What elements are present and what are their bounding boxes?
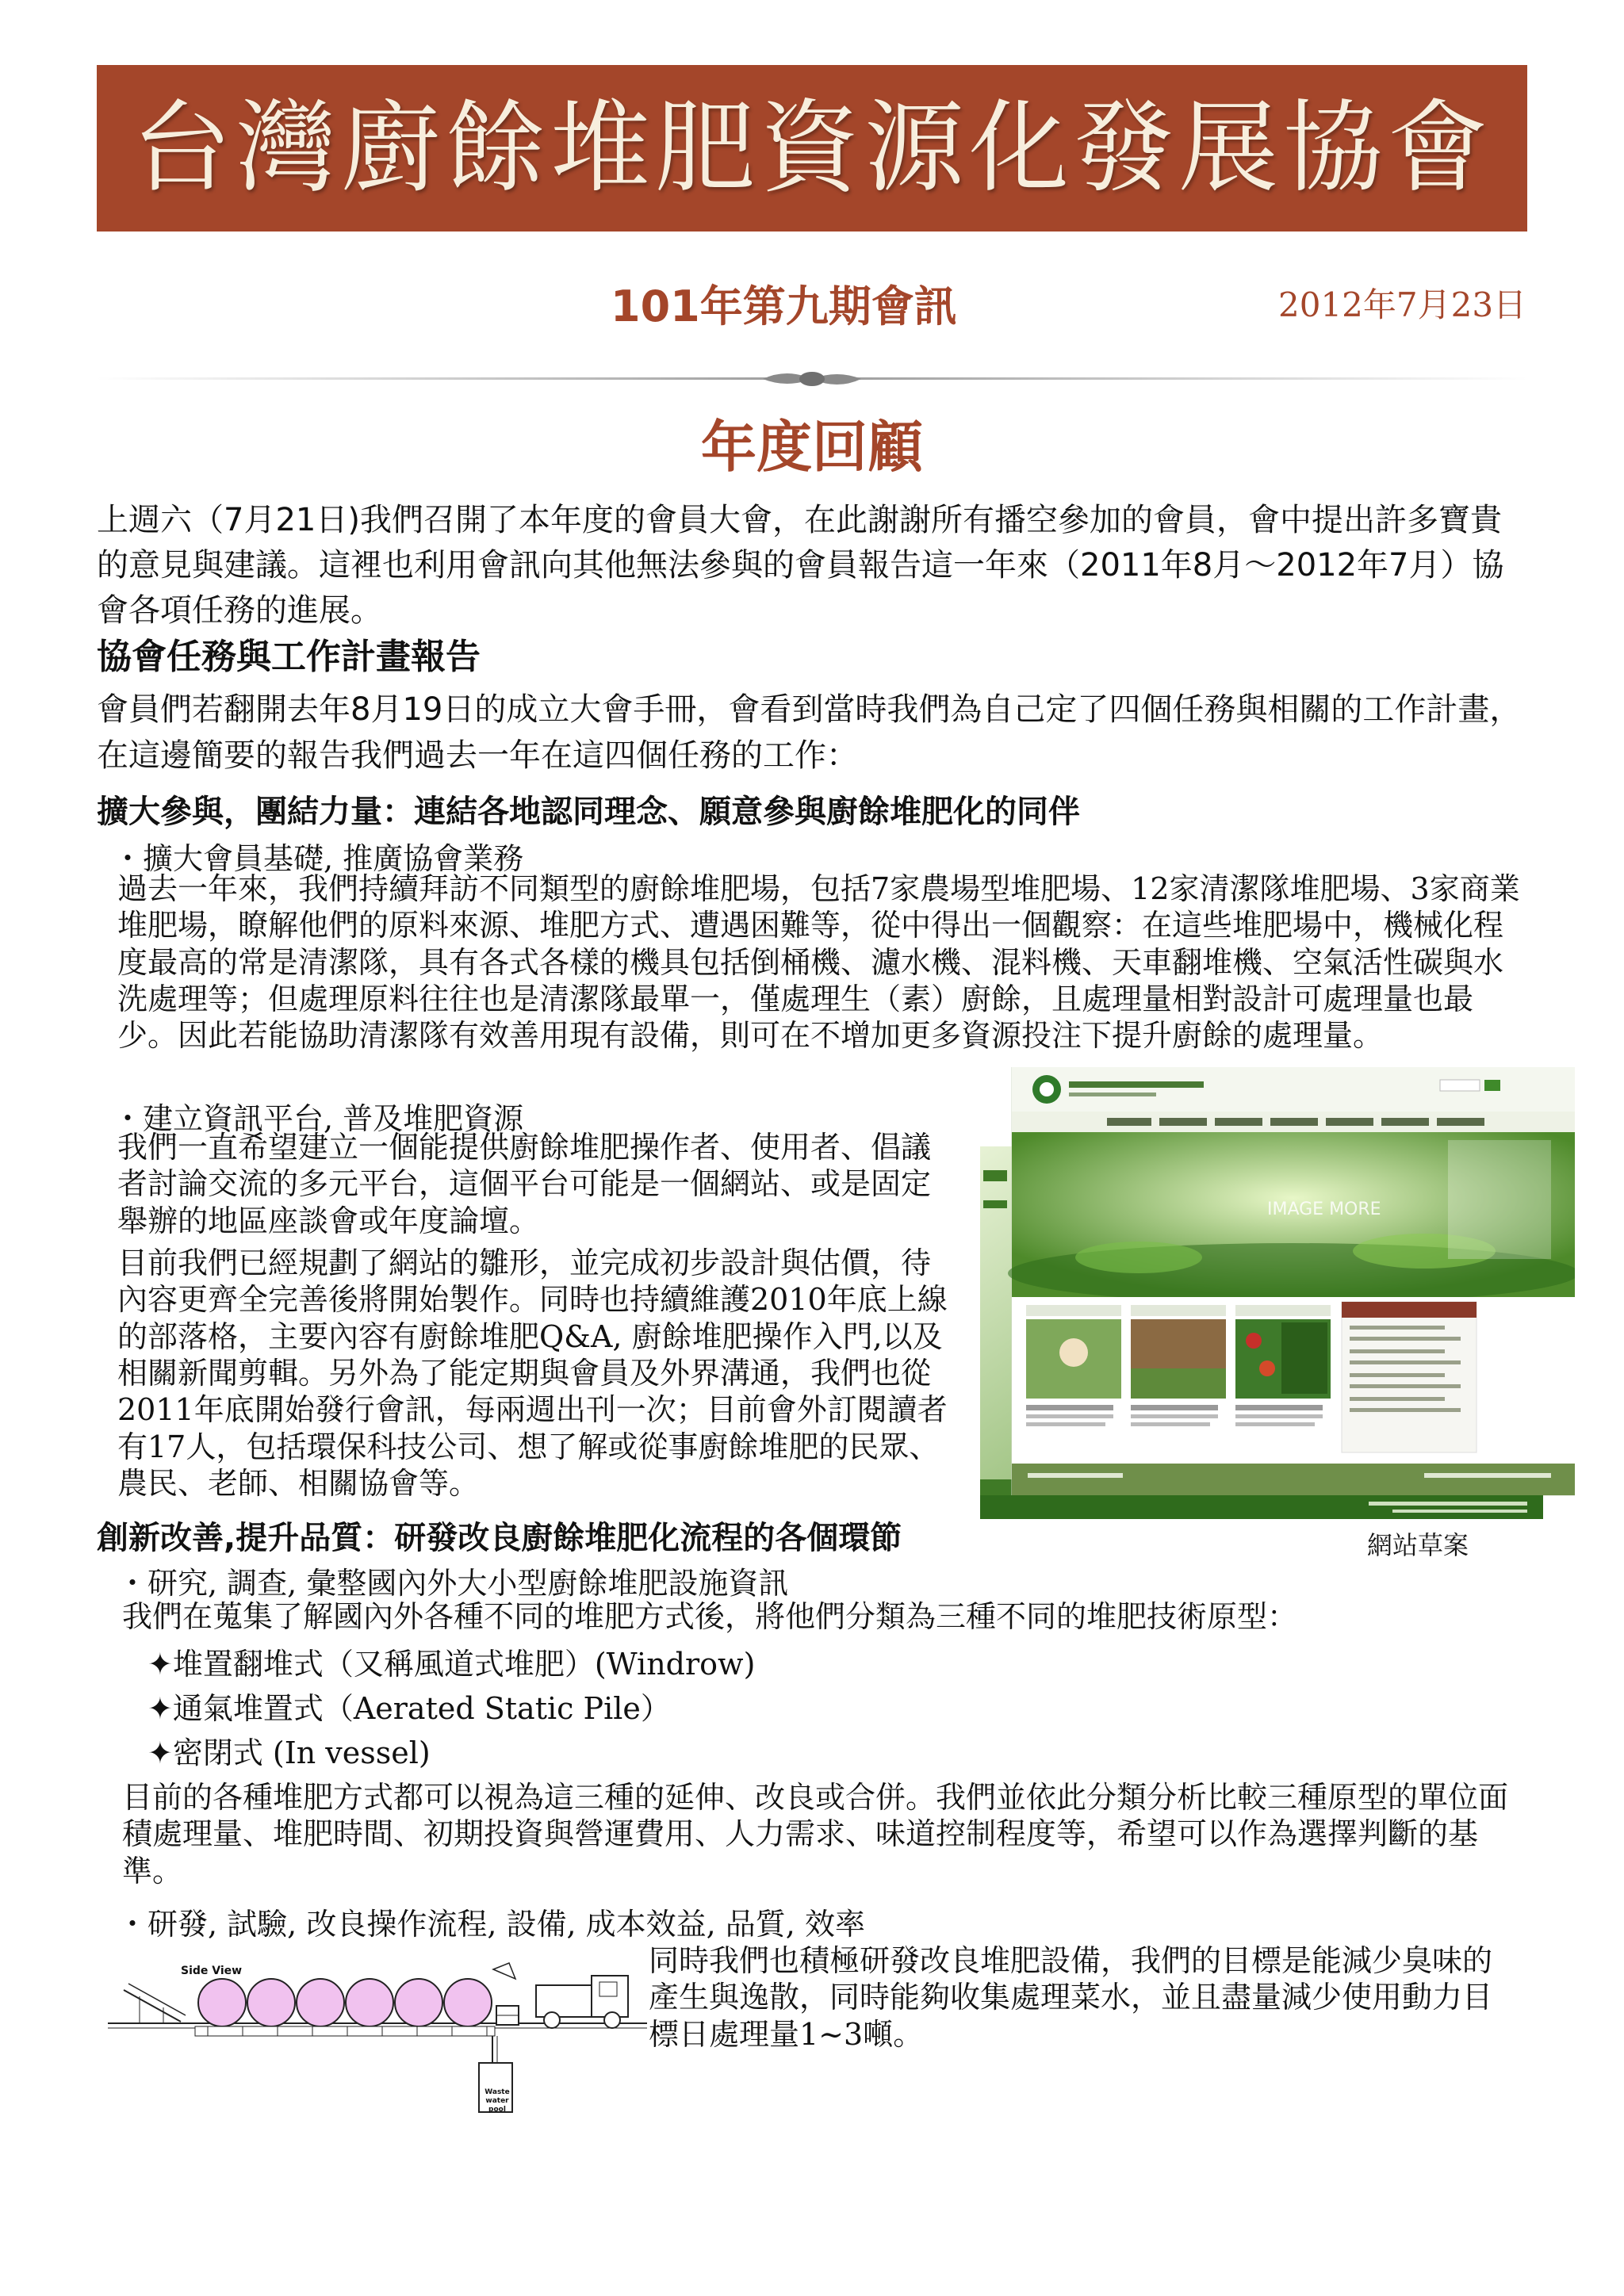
task1-bullet-2-text-1: 我們一直希望建立一個能提供廚餘堆肥操作者、使用者、倡議者討論交流的多元平台，這個平台可能是一個網站、或是固定舉辦的地區座談會或年度論壇。 (117, 1130, 932, 1238)
task1-bullet-1: ・擴大會員基礎, 推廣協會業務 (113, 841, 524, 876)
side-view-label: Side View (181, 1965, 243, 1977)
header-banner (97, 65, 1527, 232)
issue-number: 101年第九期會訊 (611, 281, 957, 331)
side-view-drawing (108, 1958, 647, 2141)
task2-bullet-2-text: 同時我們也積極研發改良堆肥設備，我們的目標是能減少臭味的產生與逸散，同時能夠收集處理菜水，並且盡量減少使用動力目標日處理量1~3噸。 (649, 1943, 1493, 2052)
task1-bullet-2-text-2: 目前我們已經規劃了網站的雛形，並完成初步設計與估價，待內容更齊全完善後將開始製作。同時也持續維護2010年底上線的部落格，主要內容有廚餘堆肥Q&A, 廚餘堆肥操作入門,以及相關新聞剪輯。另外為了能定期與會員及外界溝通，我們也從2011年底開始發行會訊，每兩週出刊一次；目前會外訂閱讀者有17人，包括環保科技公司、想了解或從事廚餘堆肥的民眾、農民、老師、相關協會等。 (117, 1246, 948, 1502)
waste-water-pool-label: Waste water pool (485, 2088, 510, 2114)
website-mockup-image (980, 1067, 1575, 1519)
task2-bullet-1: ・研究, 調查, 彙整國內外大小型廚餘堆肥設施資訊 (117, 1566, 789, 1601)
task1-heading: 擴大參與，團結力量：連結各地認同理念、願意參與廚餘堆肥化的同伴 (97, 794, 1080, 830)
report-paragraph: 會員們若翻開去年8月19日的成立大會手冊，會看到當時我們為自己定了四個任務與相關的工作計畫，在這邊簡要的報告我們過去一年在這四個任務的工作： (97, 691, 1522, 774)
report-heading: 協會任務與工作計畫報告 (97, 637, 481, 677)
task1-bullet-1-text: 過去一年來，我們持續拜訪不同類型的廚餘堆肥場，包括7家農場型堆肥場、12家清潔隊堆肥場、3家商業堆肥場，瞭解他們的原料來源、堆肥方式、遭遇困難等，從中得出一個觀察：在這些堆肥場中，機械化程度最高的常是清潔隊，具有各式各樣的機具包括倒桶機、濾水機、混料機、天車翻堆機、空氣活性碳與水洗處理等；但處理原料往往也是清潔隊最單一，僅處理生（素）廚餘，且處理量相對設計可處理量也最少。因此若能協助清潔隊有效善用現有設備，則可在不增加更多資源投注下提升廚餘的處理量。 (117, 871, 1520, 1054)
compost-type-windrow: ✦堆置翻堆式（又稱風道式堆肥）(Windrow) (147, 1647, 756, 1682)
side-view-diagram (108, 1958, 647, 2141)
task2-bullet-1-text-2: 目前的各種堆肥方式都可以視為這三種的延伸、改良或合併。我們並依此分類分析比較三種原型的單位面積處理量、堆肥時間、初期投資與營運費用、人力需求、味道控制程度等，希望可以作為選擇判斷的基準。 (122, 1780, 1509, 1888)
compost-type-in-vessel: ✦密閉式 (In vessel) (147, 1735, 431, 1770)
section-title: 年度回顧 (701, 415, 923, 480)
compost-type-aerated: ✦通氣堆置式（Aerated Static Pile） (147, 1691, 671, 1726)
watermark-text: IMAGE MORE (1267, 1200, 1381, 1219)
task1-bullet-2: ・建立資訊平台, 普及堆肥資源 (113, 1101, 524, 1136)
task2-bullet-2: ・研發, 試驗, 改良操作流程, 設備, 成本效益, 品質, 效率 (117, 1907, 865, 1942)
website-draft-caption: 網站草案 (1367, 1530, 1469, 1560)
website-draft-figure (980, 1067, 1575, 1560)
task2-bullet-1-text: 我們在蒐集了解國內外各種不同的堆肥方式後，將他們分類為三種不同的堆肥技術原型： (122, 1599, 1298, 1634)
association-title: 台灣廚餘堆肥資源化發展協會 (132, 90, 1492, 206)
intro-paragraph: 上週六（7月21日)我們召開了本年度的會員大會，在此謝謝所有播空參加的會員，會中提出許多寶貴的意見與建議。這裡也利用會訊向其他無法參與的會員報告這一年來（2011年8月～2012年7月）協會各項任務的進展。 (97, 502, 1504, 629)
issue-date: 2012年7月23日 (1278, 285, 1527, 324)
ornamental-divider (97, 363, 1527, 395)
task2-heading: 創新改善,提升品質：研發改良廚餘堆肥化流程的各個環節 (97, 1520, 902, 1556)
